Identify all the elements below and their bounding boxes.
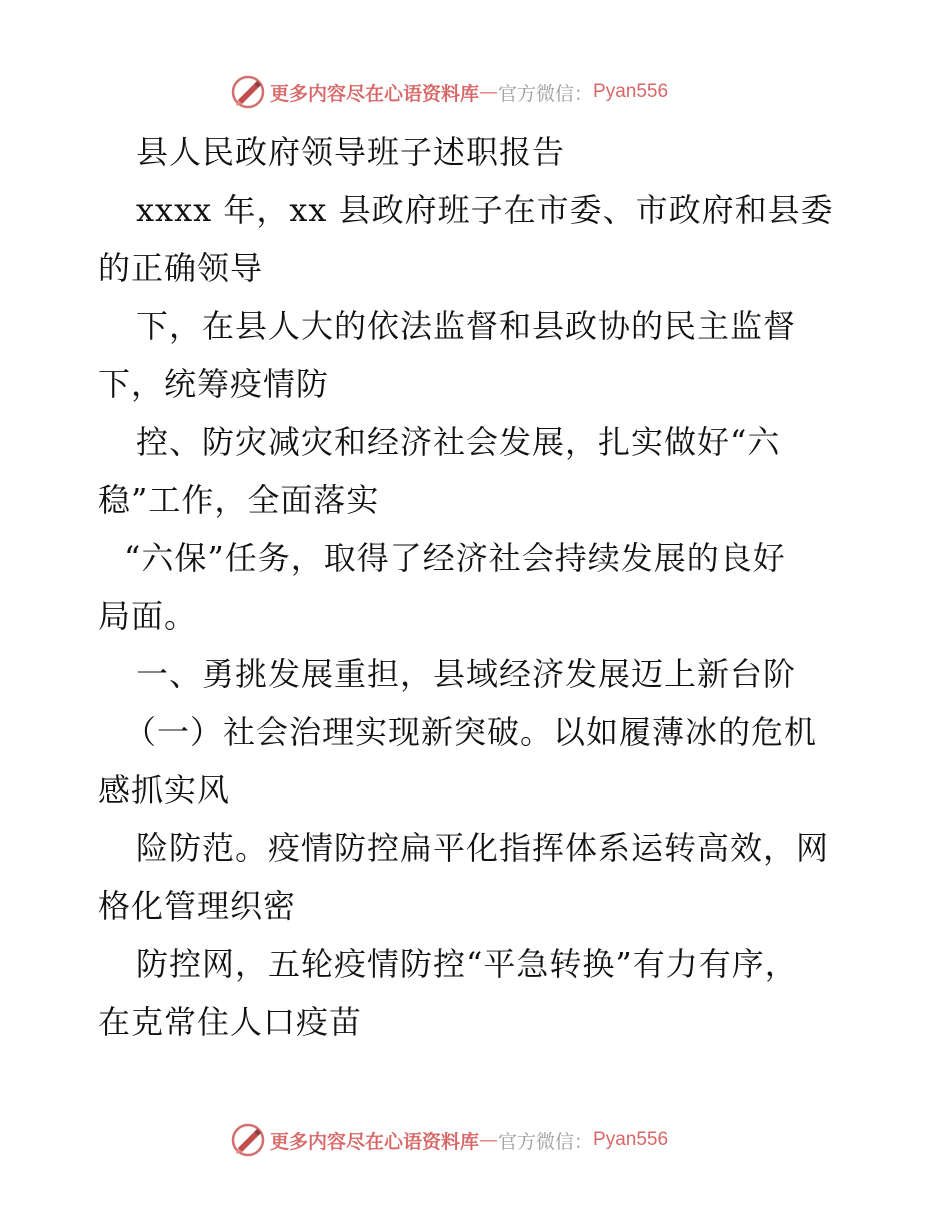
text-line: “六保”任务，取得了经济社会持续发展的良好 — [124, 539, 786, 577]
footer-watermark — [230, 1120, 668, 1160]
watermark-dash: — — [479, 1129, 499, 1151]
section-heading: 一、勇挑发展重担，县域经济发展迈上新台阶 — [136, 655, 797, 693]
text-line: xxxx 年，xx 县政府班子在市委、市政府和县委 — [136, 191, 834, 229]
pen-logo-icon — [230, 1122, 266, 1158]
text-line: 控、防灾减灾和经济社会发展，扎实做好“六 — [136, 423, 781, 461]
text-line: 防控网，五轮疫情防控“平急转换”有力有序， — [136, 945, 798, 983]
watermark-wechat-id: Pyan556 — [593, 1129, 669, 1150]
watermark-site-name: 更多内容尽在心语资料库 — [270, 82, 480, 105]
text-line: 稳”工作，全面落实 — [98, 481, 380, 519]
header-watermark — [230, 72, 668, 112]
text-line: 感抓实风 — [98, 771, 231, 809]
text-line: 下，在县人大的依法监督和县政协的民主监督 — [136, 307, 797, 345]
text-line: 险防范。疫情防控扁平化指挥体系运转高效，网 — [136, 829, 830, 867]
subsection-heading: （一）社会治理实现新突破。以如履薄冰的危机 — [124, 713, 818, 751]
text-line: 格化管理织密 — [98, 887, 297, 925]
watermark-dash: — — [479, 81, 499, 103]
watermark-wechat-label: 官方微信： — [498, 1130, 594, 1153]
text-line: 在克常住人口疫苗 — [98, 1003, 363, 1041]
text-line: 局面。 — [98, 597, 198, 635]
watermark-wechat-label: 官方微信： — [498, 82, 594, 105]
text-line: 下，统筹疫情防 — [98, 365, 330, 403]
document-title: 县人民政府领导班子述职报告 — [136, 133, 566, 171]
text-line: 的正确领导 — [98, 249, 264, 287]
document-body — [98, 123, 858, 1051]
watermark-wechat-id: Pyan556 — [593, 81, 669, 102]
pen-logo-icon — [230, 74, 266, 110]
watermark-site-name: 更多内容尽在心语资料库 — [270, 1130, 480, 1153]
